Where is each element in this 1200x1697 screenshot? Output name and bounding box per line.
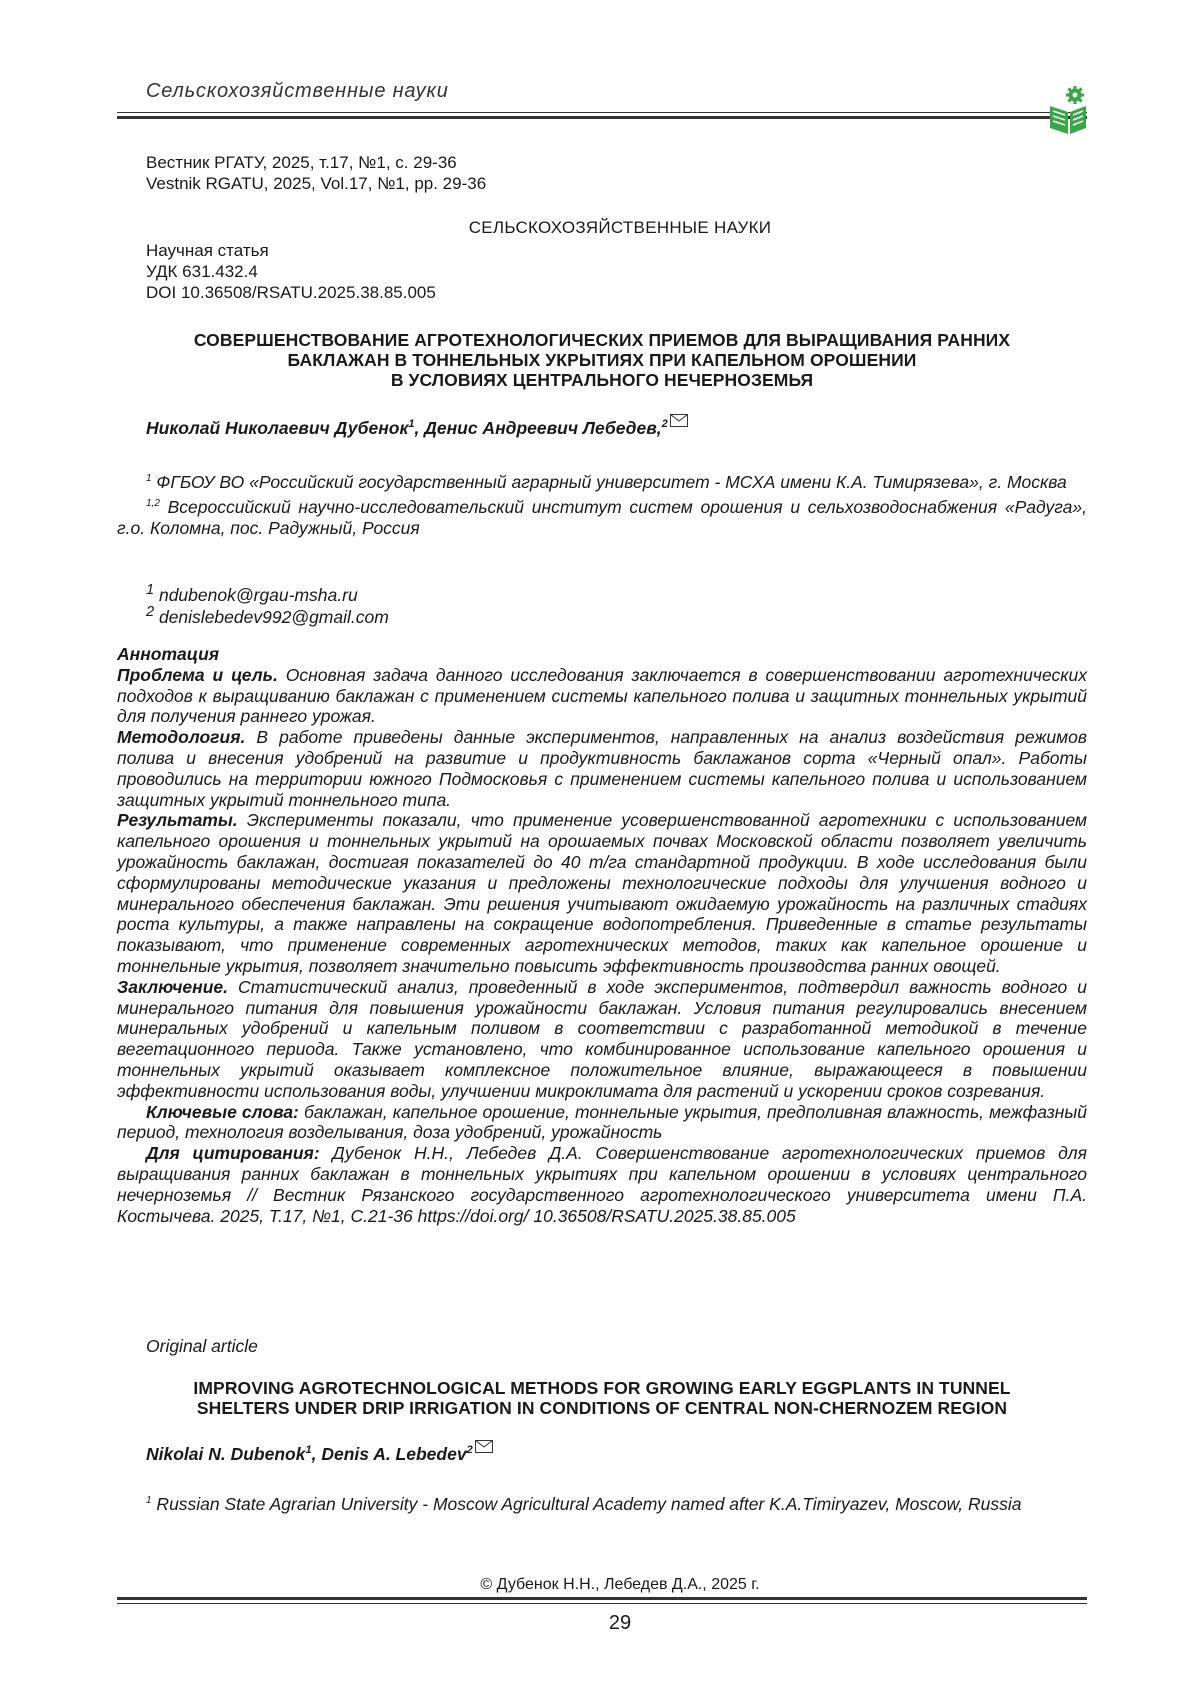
affiliation-en xyxy=(117,1490,1087,1515)
author-sup: 2 xyxy=(661,418,668,431)
doi: DOI 10.36508/RSATU.2025.38.85.005 xyxy=(146,283,436,302)
author-name: Денис Андреевич Лебедев, xyxy=(424,418,662,438)
citation-ru: Вестник РГАТУ, 2025, т.17, №1, с. 29-36 xyxy=(146,153,457,172)
author-separator: , xyxy=(311,1444,322,1464)
footer-rule-thick xyxy=(117,1597,1087,1600)
abstract-label: Методология. xyxy=(117,727,246,748)
abstract-text: Эксперименты показали, что применение усовершенствованной агротехники с использованием капельного орошения и тоннельных укрытий на орошаемых почвах Московской области позволяет увеличить урожайность баклажан, достигая показателей до 40 т/га стандартной продукции. В ходе исследования были сформулированы методические указания и предложены технологические подходы для улучшения водного и минерального обеспечения баклажан. Эти решения учитывают ожидаемую урожайность на различных стадиях роста культуры, а также направлены на сокращение водопотребления. Приведенные в статье результаты показывают, что применение современных агротехнических методов, таких как капельное орошение и тоннельные укрытия, позволяет значительно повысить эффективность производства ранних овощей. xyxy=(117,810,1087,976)
affiliation-text: Russian State Agrarian University - Moscow Agricultural Academy named after K.A.Timiryazev, Moscow, Russia xyxy=(151,1493,1022,1514)
abstract-results xyxy=(117,810,1087,976)
affiliation xyxy=(117,1490,1087,1515)
running-header: Сельскохозяйственные науки xyxy=(146,80,449,102)
abstract-text: Основная задача данного исследования заключается в совершенствовании агротехнических подходов к выращиванию баклажан с применением системы капельного полива и защитных тоннельных укрытий для получения раннего урожая. xyxy=(117,664,1087,727)
email-sup: 1 xyxy=(146,582,155,598)
email-text: ndubenok@rgau-msha.ru xyxy=(154,584,358,605)
affiliation xyxy=(117,468,1087,493)
header-rule xyxy=(117,112,1087,113)
affiliations-ru xyxy=(117,468,1087,539)
keywords-label: Ключевые слова: xyxy=(146,1101,299,1122)
copyright: © Дубенок Н.Н., Лебедев Д.А., 2025 г. xyxy=(480,1576,760,1593)
article-title-en xyxy=(117,1378,1087,1418)
author-name: Николай Николаевич Дубенок xyxy=(146,418,409,438)
article-title-ru xyxy=(117,330,1087,390)
citation-block xyxy=(117,1143,1087,1226)
journal-logo-icon xyxy=(1046,86,1090,136)
footer-rule xyxy=(117,1603,1087,1604)
title-line: В УСЛОВИЯХ ЦЕНТРАЛЬНОГО НЕЧЕРНОЗЕМЬЯ xyxy=(390,370,814,390)
affiliation-text: ФГБОУ ВО «Российский государственный аграрный университет - МСХА имени К.А. Тимирязева», г. Москва xyxy=(151,471,1067,492)
title-line: SHELTERS UNDER DRIP IRRIGATION IN CONDITIONS OF CENTRAL NON-CHERNOZEM REGION xyxy=(196,1398,1008,1418)
abstract-text: Статистический анализ, проведенный в ходе экспериментов, подтвердил важность водного и минерального питания для повышения урожайности баклажан. Условия питания регулировались внесением минеральных удобрений и капельным поливом в соответствии с разработанной методикой в течение вегетационного периода. Также установлено, что комбинированное использование капельного орошения и тоннельных укрытий оказывает комплексное положительное влияние, выражающееся в повышении эффективности использования воды, улучшении микроклимата для растений и ускорении сроков созревания. xyxy=(117,976,1087,1101)
author-name: Denis A. Lebedev xyxy=(321,1444,467,1464)
author-name: Nikolai N. Dubenok xyxy=(146,1444,306,1464)
abstract-conclusion xyxy=(117,977,1087,1102)
abstract-label: Проблема и цель. xyxy=(117,664,278,685)
udk: УДК 631.432.4 xyxy=(146,262,258,281)
abstract-text: В работе приведены данные экспериментов, направленных на анализ воздействия режимов полива и внесения удобрений на развитие и продуктивность баклажанов сорта «Черный опал». Работы проводились на территории южного Подмосковья с применением системы капельного полива и использованием защитных укрытий тоннельного типа. xyxy=(117,727,1087,810)
authors-ru xyxy=(146,418,688,439)
keywords-text: баклажан, капельное орошение, тоннельные укрытия, предполивная влажность, межфазный период, технология возделывания, доза удобрений, урожайность xyxy=(117,1101,1087,1143)
citation-text: Дубенок Н.Н., Лебедев Д.А. Совершенствование агротехнологических приемов для выращивания ранних баклажан в тоннельных укрытиях при капельном орошении в условиях центрального нечерноземья // Вестник Рязанского государственного агротехнологического университета имени П.А. Костычева. 2025, Т.17, №1, С.21-36 https://doi.org/ 10.36508/RSATU.2025.38.85.005 xyxy=(117,1143,1087,1226)
affiliation-sup: 1 xyxy=(146,1495,152,1506)
abstract xyxy=(117,644,1087,1226)
author-separator: , xyxy=(414,418,425,438)
article-type: Научная статья xyxy=(146,241,269,260)
author-sup: 2 xyxy=(466,1444,473,1457)
author-sup: 1 xyxy=(305,1444,312,1457)
authors-en xyxy=(146,1444,493,1465)
title-line: СОВЕРШЕНСТВОВАНИЕ АГРОТЕХНОЛОГИЧЕСКИХ ПРИЕМОВ ДЛЯ ВЫРАЩИВАНИЯ РАННИХ xyxy=(193,330,1011,350)
affiliation-sup: 1,2 xyxy=(146,497,160,509)
citation-en: Vestnik RGATU, 2025, Vol.17, №1, pp. 29-36 xyxy=(146,174,487,193)
original-article-label: Original article xyxy=(146,1336,258,1356)
title-line: БАКЛАЖАН В ТОННЕЛЬНЫХ УКРЫТИЯХ ПРИ КАПЕЛЬНОМ ОРОШЕНИИ xyxy=(287,350,917,370)
abstract-heading: Аннотация xyxy=(117,644,220,664)
affiliation-text: Всероссийский научно-исследовательский институт систем орошения и сельхозводоснабжения «Радуга», г.о. Коломна, пос. Радужный, Россия xyxy=(117,496,1087,538)
abstract-label: Результаты. xyxy=(117,810,238,831)
citation-label: Для цитирования: xyxy=(146,1143,320,1164)
author-sup: 1 xyxy=(408,418,415,431)
envelope-icon xyxy=(475,1440,493,1453)
email-sup: 2 xyxy=(146,604,155,620)
affiliation-sup: 1 xyxy=(146,473,152,484)
keywords xyxy=(117,1102,1087,1144)
header-rule-thick xyxy=(117,116,1087,119)
abstract-method xyxy=(117,727,1087,810)
envelope-icon xyxy=(670,414,688,427)
affiliation xyxy=(117,493,1087,539)
abstract-label: Заключение. xyxy=(117,976,228,997)
email-text: denislebedev992@gmail.com xyxy=(154,606,389,627)
title-line: IMPROVING AGROTECHNOLOGICAL METHODS FOR GROWING EARLY EGGPLANTS IN TUNNEL xyxy=(193,1378,1011,1398)
email-2 xyxy=(146,602,389,628)
abstract-problem xyxy=(117,665,1087,727)
page-number: 29 xyxy=(608,1612,632,1634)
section-heading: СЕЛЬСКОХОЗЯЙСТВЕННЫЕ НАУКИ xyxy=(468,218,772,237)
